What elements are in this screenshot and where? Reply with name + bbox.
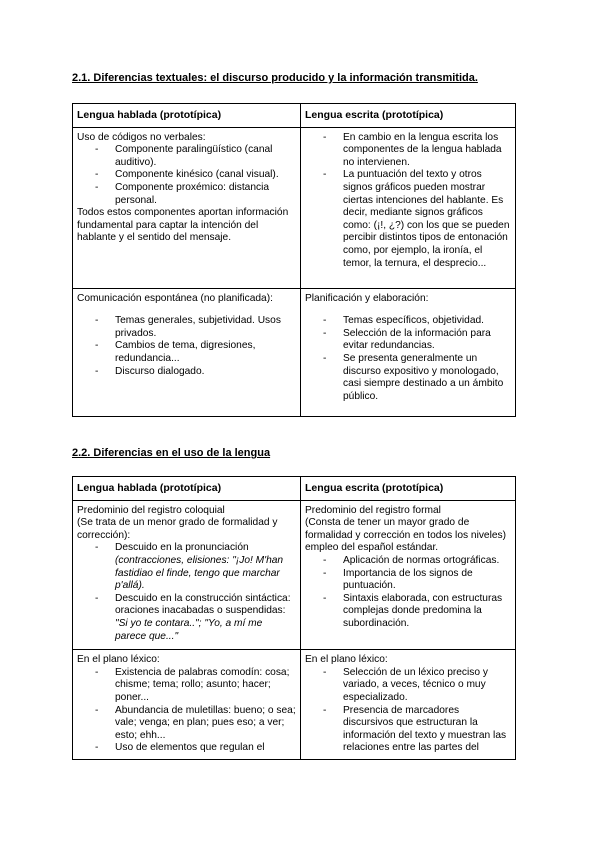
bullet-list <box>77 667 296 755</box>
list-item: - Selección de un léxico preciso y variado, a veces, técnico o muy especializado. <box>343 667 511 705</box>
cell-written-planned <box>301 288 516 416</box>
cell-outro: Todos estos componentes aportan información fundamental para captar la intención del hablante y el sentido del mensaje. <box>77 207 289 244</box>
list-item: - Discurso dialogado. <box>115 366 296 379</box>
item-example: "Si yo te contara.."; "Yo, a mí me parece que..." <box>115 617 263 642</box>
table-row <box>73 650 516 760</box>
list-item: - Sintaxis elaborada, con estructuras complejas donde predomina la subordinación. <box>343 593 511 631</box>
list-item: - En cambio en la lengua escrita los componentes de la lengua hablada no intervienen. <box>343 132 511 170</box>
cell-intro: En el plano léxico: <box>305 654 388 666</box>
column-header-spoken: Lengua hablada (prototípica) <box>73 477 301 501</box>
list-item: - Se presenta generalmente un discurso expositivo y monologado, casi siempre destinado a un ámbito público. <box>343 353 511 403</box>
cell-spoken-lexicon <box>73 650 301 760</box>
table-row <box>73 127 516 288</box>
cell-intro-detail: (Consta de tener un mayor grado de formalidad y corrección en todos los niveles) empleo del español estándar. <box>305 517 507 554</box>
table-row <box>73 288 516 416</box>
bullet-list <box>77 315 296 378</box>
bullet-list <box>77 542 296 643</box>
section-2-heading: 2.2. Diferencias en el uso de la lengua <box>72 447 271 459</box>
table-row <box>73 500 516 650</box>
cell-written-lexicon <box>301 650 516 760</box>
list-item: - Aplicación de normas ortográficas. <box>343 555 511 568</box>
bullet-list <box>305 315 511 403</box>
bullet-list <box>305 555 511 631</box>
list-item: - Cambios de tema, digresiones, redundancia... <box>115 340 296 365</box>
cell-spoken-nonverbal <box>73 127 301 288</box>
list-item: - Uso de elementos que regulan el <box>115 742 296 755</box>
bullet-list <box>305 132 511 271</box>
table-header-row <box>73 477 516 501</box>
column-header-written: Lengua escrita (prototípica) <box>301 104 516 128</box>
item-example: (contracciones, elisiones: "¡Jo! M'han fastidiao el finde, tengo que marchar p'allá). <box>115 554 284 592</box>
comparison-table-1 <box>72 103 516 417</box>
bullet-list <box>305 667 511 755</box>
cell-intro: Uso de códigos no verbales: <box>77 131 206 143</box>
column-header-written: Lengua escrita (prototípica) <box>301 477 516 501</box>
list-item: - Componente kinésico (canal visual). <box>115 169 296 182</box>
section-1-heading: 2.1. Diferencias textuales: el discurso producido y la información transmitida. <box>72 72 478 84</box>
list-item: - Selección de la información para evitar redundancias. <box>343 328 511 353</box>
cell-intro: Planificación y elaboración: <box>305 292 429 304</box>
table-header-row <box>73 104 516 128</box>
list-item: - Componente proxémico: distancia personal. <box>115 182 296 207</box>
comparison-table-2 <box>72 476 516 760</box>
list-item: - Temas generales, subjetividad. Usos privados. <box>115 315 296 340</box>
list-item: - Presencia de marcadores discursivos que estructuran la información del texto y muestran las relaciones entre las partes del <box>343 705 511 755</box>
list-item: - Importancia de los signos de puntuación. <box>343 568 511 593</box>
cell-intro: Predominio del registro formal <box>305 504 441 516</box>
cell-written-nonverbal <box>301 127 516 288</box>
cell-intro: En el plano léxico: <box>77 654 160 666</box>
cell-spoken-spontaneous <box>73 288 301 416</box>
list-item: - Componente paralingüístico (canal auditivo). <box>115 144 296 169</box>
list-item <box>115 542 296 592</box>
column-header-spoken: Lengua hablada (prototípica) <box>73 104 301 128</box>
bullet-list <box>77 144 296 207</box>
list-item <box>115 593 296 643</box>
list-item: - Existencia de palabras comodín: cosa; chisme; tema; rollo; asunto; hacer; poner... <box>115 667 296 705</box>
item-text: Descuido en la construcción sintáctica: oraciones inacabadas o suspendidas: <box>115 592 291 617</box>
cell-written-register <box>301 500 516 650</box>
item-text: Descuido en la pronunciación <box>115 542 249 554</box>
cell-intro-detail: (Se trata de un menor grado de formalidad y corrección): <box>77 517 278 541</box>
list-item: - Abundancia de muletillas: bueno; o sea; vale; venga; en plan; pues eso; a ver; esto; ehh... <box>115 705 296 743</box>
cell-intro: Comunicación espontánea (no planificada): <box>77 292 273 304</box>
cell-spoken-register <box>73 500 301 650</box>
list-item: - Temas específicos, objetividad. <box>343 315 511 328</box>
cell-intro: Predominio del registro coloquial <box>77 504 225 516</box>
list-item: - La puntuación del texto y otros signos gráficos pueden mostrar ciertas intenciones del hablante. Es decir, mediante signos gráficos como: (¡!, ¿?) con los que se pueden percibir distintos tipos de entonación como, por ejemplo, la ironía, el temor, la ternura, el desprecio... <box>343 169 511 270</box>
